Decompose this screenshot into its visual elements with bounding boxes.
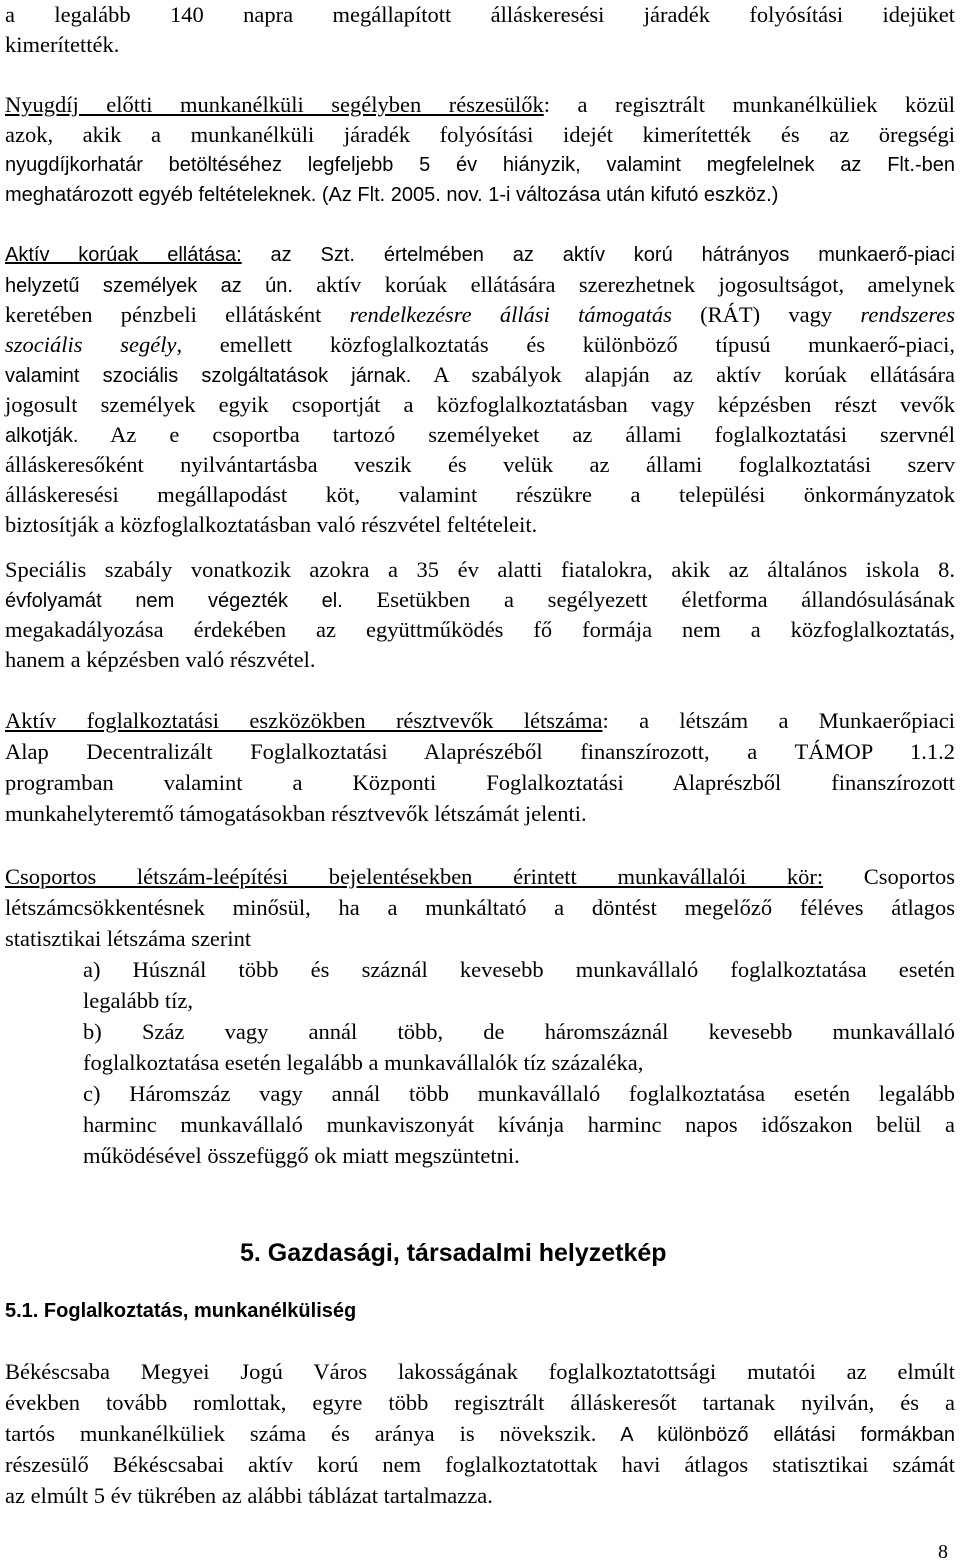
nyugdij-line-4: meghatározott egyéb feltételeknek. (Az Flt. 2005. nov. 1-i változása után kifutó eszköz.) — [5, 184, 779, 206]
aktiv-line-12: évfolyamát nem végezték el. Esetükben a segélyezett életforma állandósulásának — [5, 587, 955, 612]
list-item-c-line-1: c) Háromszáz vagy annál több munkavállaló foglalkoztatása esetén legalább — [83, 1081, 955, 1106]
bekes-line-2: években tovább romlottak, egyre több regisztrált álláskeresőt tartanak nyilván, és a — [5, 1390, 955, 1415]
list-item-c-line-2: harminc munkavállaló munkaviszonyát kívánja harminc napos időszakon belül a — [83, 1112, 955, 1137]
aktiv-line-1: Aktív korúak ellátása: az Szt. értelmében az aktív korú hátrányos munkaerő-piaci — [5, 244, 955, 266]
list-item-a-line-2: legalább tíz, — [83, 988, 193, 1013]
aktiv-term: Aktív korúak ellátása: — [5, 244, 242, 266]
intro-line-1: a legalább 140 napra megállapított álláskeresési járadék folyósítási idejüket — [5, 2, 955, 27]
aktiv-line-13: megakadályozása érdekében az együttműködés fő formája nem a közfoglalkoztatás, — [5, 617, 955, 642]
bekes-line-3: tartós munkanélküliek száma és aránya is növekszik. A különböző ellátási formákban — [5, 1421, 955, 1446]
aktiv-line-2: helyzetű személyek az ún. aktív korúak ellátására szerezhetnek jogosultságot, amelynek — [5, 272, 955, 297]
intro-line-2: kimerítették. — [5, 32, 120, 57]
csoportos-line-3: statisztikai létszáma szerint — [5, 926, 252, 951]
list-item-b-line-2: foglalkoztatása esetén legalább a munkavállalók tíz százaléka, — [83, 1050, 644, 1075]
nyugdij-line-1: Nyugdíj előtti munkanélküli segélyben részesülők: a regisztrált munkanélküliek közül — [5, 92, 955, 117]
nyugdij-line-3: nyugdíjkorhatár betöltéséhez legfeljebb 5 év hiányzik, valamint megfelelnek az Flt.-ben — [5, 154, 955, 176]
afe-term: Aktív foglalkoztatási eszközökben résztvevők létszáma — [5, 708, 603, 733]
csoportos-line-1: Csoportos létszám-leépítési bejelentésekben érintett munkavállalói kör: Csoportos — [5, 864, 955, 889]
afe-line-2: Alap Decentralizált Foglalkoztatási Alaprészéből finanszírozott, a TÁMOP 1.1.2 — [5, 739, 955, 764]
section-title: 5. Gazdasági, társadalmi helyzetkép — [240, 1239, 667, 1267]
aktiv-line-4: szociális segély, emellett közfoglalkoztatás és különböző típusú munkaerő-piaci, — [5, 332, 955, 357]
list-item-c-line-3: működésével összefüggő ok miatt megszüntetni. — [83, 1143, 520, 1168]
aktiv-line-5: valamint szociális szolgáltatások járnak. A szabályok alapján az aktív korúak ellátására — [5, 362, 955, 387]
list-item-b-line-1: b) Száz vagy annál több, de háromszáznál kevesebb munkavállaló — [83, 1019, 955, 1044]
bekes-line-1: Békéscsaba Megyei Jogú Város lakosságának foglalkoztatottsági mutatói az elmúlt — [5, 1359, 955, 1384]
aktiv-line-8: álláskeresőként nyilvántartásba veszik és velük az állami foglalkoztatási szerv — [5, 452, 955, 477]
afe-line-3: programban valamint a Központi Foglalkoztatási Alaprészből finanszírozott — [5, 770, 955, 795]
bekes-line-5: az elmúlt 5 év tükrében az alábbi táblázat tartalmazza. — [5, 1483, 493, 1508]
csoportos-line-2: létszámcsökkentésnek minősül, ha a munkáltató a döntést megelőző féléves átlagos — [5, 895, 955, 920]
aktiv-line-10: biztosítják a közfoglalkoztatásban való részvétel feltételeit. — [5, 512, 538, 537]
aktiv-line-3: keretében pénzbeli ellátásként rendelkezésre állási támogatás (RÁT) vagy rendszeres — [5, 302, 955, 327]
aktiv-line-14: hanem a képzésben való részvétel. — [5, 647, 316, 672]
csoportos-term: Csoportos létszám-leépítési bejelentésekben érintett munkavállalói kör: — [5, 864, 824, 889]
aktiv-line-6: jogosult személyek egyik csoportját a közfoglalkoztatásban vagy képzésben részt vevők — [5, 392, 955, 417]
afe-line-4: munkahelyteremtő támogatásokban résztvevők létszámát jelenti. — [5, 801, 587, 826]
nyugdij-line-2: azok, akik a munkanélküli járadék folyósítási idejét kimerítették és az öregségi — [5, 122, 955, 147]
nyugdij-term: Nyugdíj előtti munkanélküli segélyben részesülők — [5, 92, 544, 117]
afe-line-1: Aktív foglalkoztatási eszközökben résztvevők létszáma: a létszám a Munkaerőpiaci — [5, 708, 955, 733]
aktiv-line-7: alkotják. Az e csoportba tartozó személyeket az állami foglalkoztatási szervnél — [5, 422, 955, 447]
aktiv-line-9: álláskeresési megállapodást köt, valamint részükre a települési önkormányzatok — [5, 482, 955, 507]
section-subtitle: 5.1. Foglalkoztatás, munkanélküliség — [5, 1300, 357, 1322]
aktiv-line-11: Speciális szabály vonatkozik azokra a 35 év alatti fiatalokra, akik az általános iskola 8. — [5, 557, 955, 582]
list-item-a-line-1: a) Húsznál több és száznál kevesebb munkavállaló foglalkoztatása esetén — [83, 957, 955, 982]
page-number: 8 — [938, 1541, 948, 1563]
bekes-line-4: részesülő Békéscsabai aktív korú nem foglalkoztatottak havi átlagos statisztikai számát — [5, 1452, 955, 1477]
